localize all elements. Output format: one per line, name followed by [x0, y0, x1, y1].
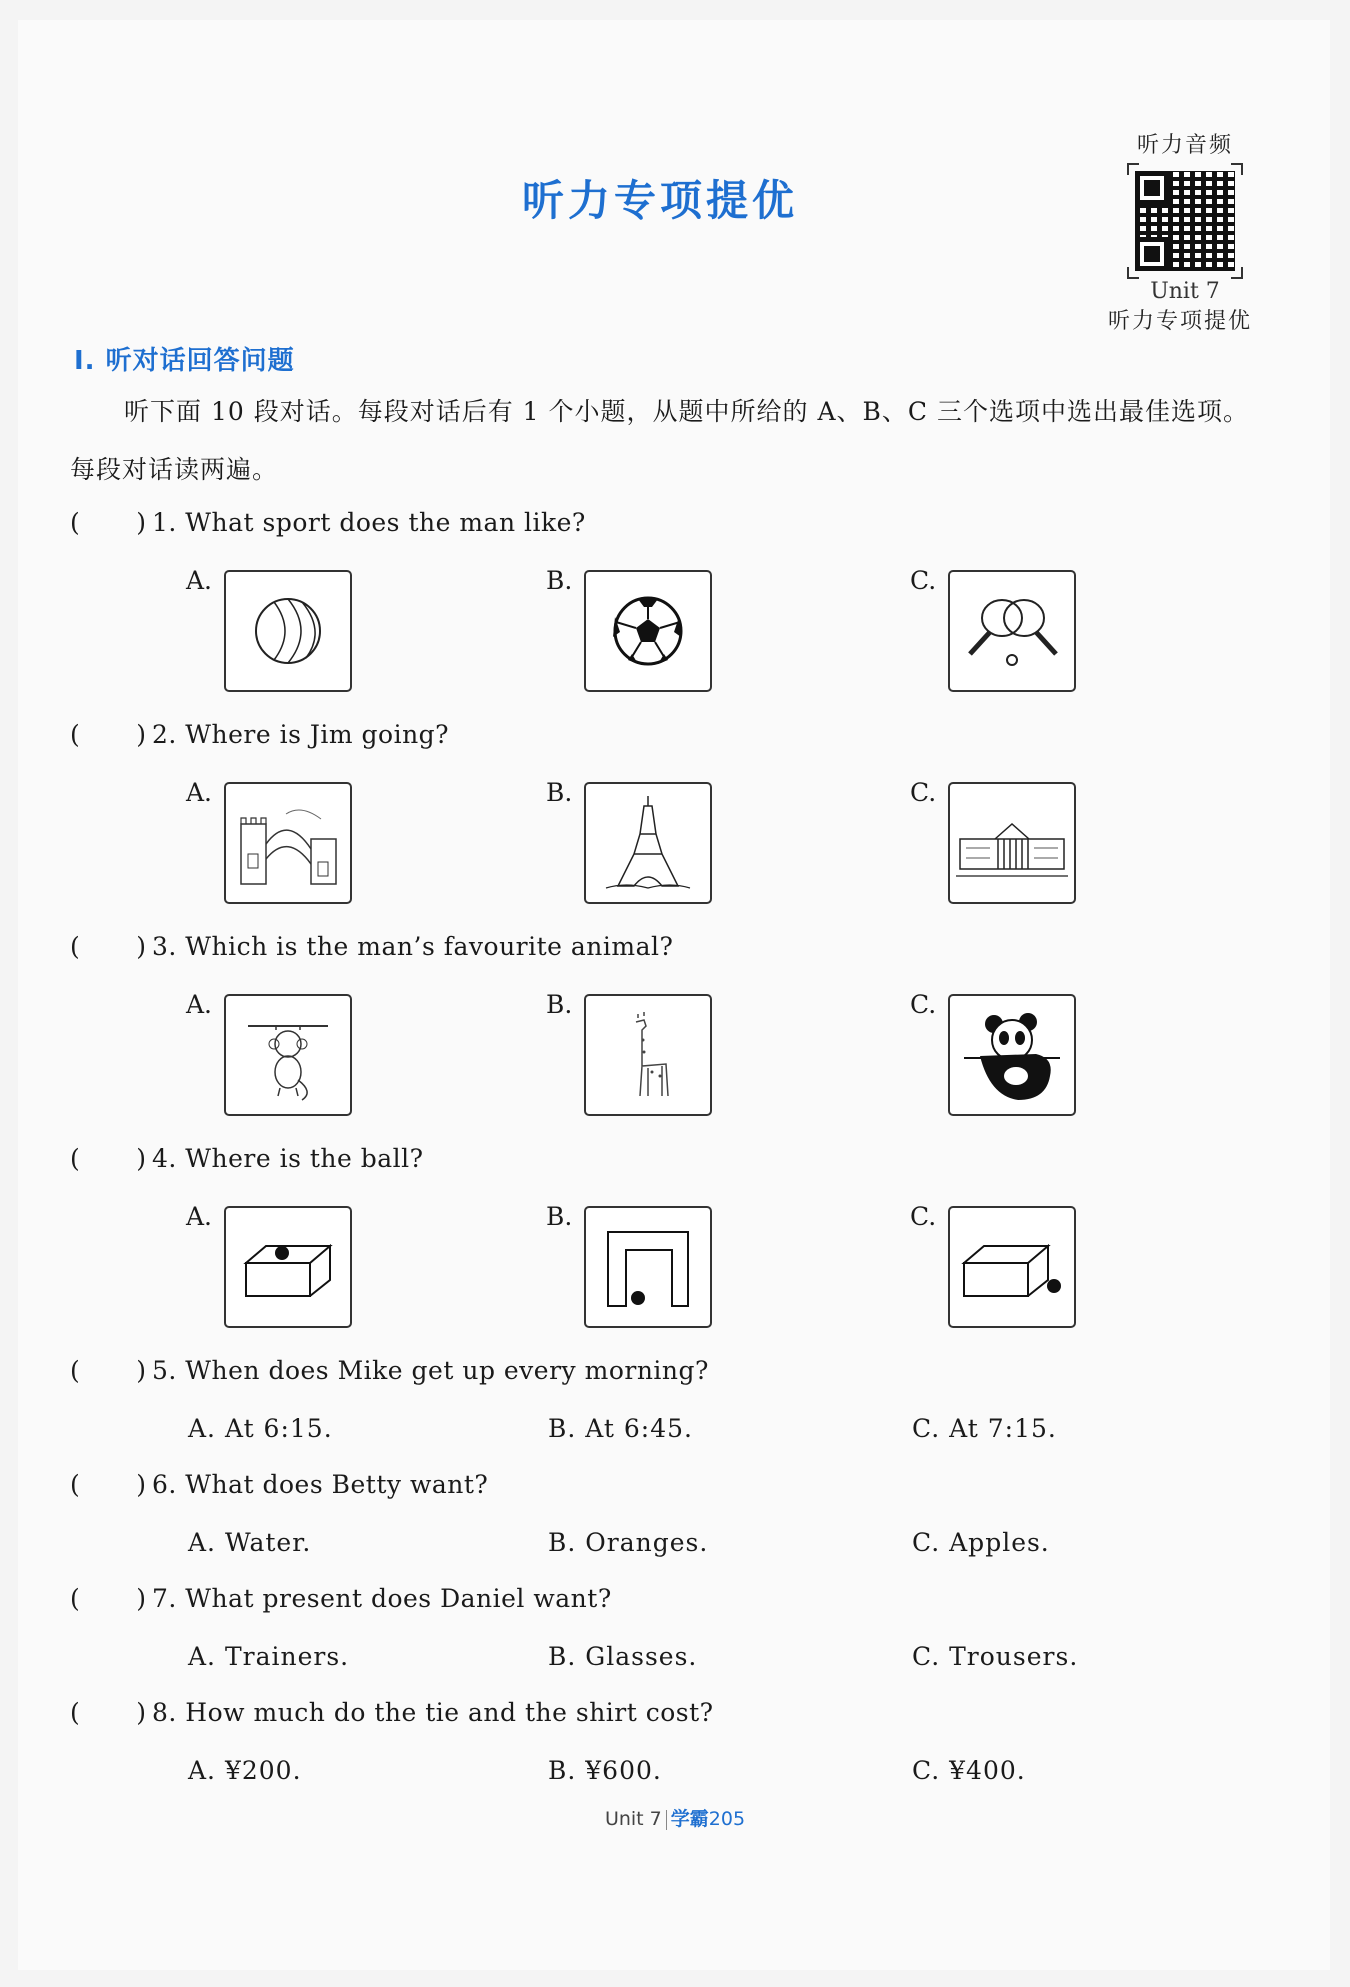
qr-code-icon[interactable]: [1127, 163, 1243, 279]
option-b-label: B.: [546, 566, 573, 595]
ball-beside-box-icon[interactable]: [948, 1206, 1076, 1328]
eiffel-tower-icon[interactable]: [584, 782, 712, 904]
question-8: ( ) 8. How much do the tie and the shirt cost?: [70, 1698, 714, 1727]
answer-blank[interactable]: ( ): [70, 932, 147, 961]
option-b-label: B.: [546, 1202, 573, 1231]
ping-pong-icon[interactable]: [948, 570, 1076, 692]
ball-on-box-icon[interactable]: [224, 1206, 352, 1328]
qr-pattern: [1135, 171, 1235, 271]
panda-icon[interactable]: [948, 994, 1076, 1116]
page-number: 205: [708, 1808, 746, 1830]
option-c[interactable]: C. At 7:15.: [912, 1414, 1057, 1443]
footer-unit: Unit 7: [604, 1808, 662, 1830]
qr-block: [1107, 128, 1260, 335]
answer-blank[interactable]: ( ): [70, 720, 147, 749]
great-wall-icon[interactable]: [224, 782, 352, 904]
option-c-label: C.: [910, 990, 937, 1019]
section-heading: Ⅰ. 听对话回答问题: [74, 346, 295, 376]
option-b[interactable]: B. At 6:45.: [548, 1414, 693, 1443]
answer-blank[interactable]: ( ): [70, 1584, 147, 1613]
option-a-label: A.: [186, 778, 213, 807]
option-c-label: C.: [910, 566, 937, 595]
option-c[interactable]: C. ¥400.: [912, 1756, 1026, 1785]
answer-blank[interactable]: ( ): [70, 1470, 147, 1499]
option-c-label: C.: [910, 778, 937, 807]
question-6: ( ) 6. What does Betty want?: [70, 1470, 489, 1499]
qr-unit: Unit 7: [1150, 279, 1220, 304]
answer-blank[interactable]: ( ): [70, 1698, 147, 1727]
option-a-label: A.: [186, 990, 213, 1019]
option-a-label: A.: [186, 566, 213, 595]
option-a[interactable]: A. Water.: [188, 1528, 312, 1557]
monkey-icon[interactable]: [224, 994, 352, 1116]
basketball-icon[interactable]: [224, 570, 352, 692]
page-footer: [0, 1804, 1350, 1831]
option-c-label: C.: [910, 1202, 937, 1231]
option-b[interactable]: B. Oranges.: [548, 1528, 709, 1557]
answer-blank[interactable]: ( ): [70, 1356, 147, 1385]
option-c[interactable]: C. Trousers.: [912, 1642, 1079, 1671]
option-a[interactable]: A. At 6:15.: [188, 1414, 333, 1443]
footer-divider: [666, 1810, 667, 1830]
option-a[interactable]: A. Trainers.: [188, 1642, 350, 1671]
option-b[interactable]: B. Glasses.: [548, 1642, 698, 1671]
footer-brand: 学霸: [670, 1808, 709, 1830]
question-7: ( ) 7. What present does Daniel want?: [70, 1584, 612, 1613]
answer-blank[interactable]: ( ): [70, 1144, 147, 1173]
option-b-label: B.: [546, 778, 573, 807]
question-2: ( ) 2. Where is Jim going?: [70, 720, 450, 749]
instruction-line-1: 听下面 10 段对话。每段对话后有 1 个小题，从题中所给的 A、B、C 三个选项中选出最佳选项。: [124, 397, 1249, 426]
question-5: ( ) 5. When does Mike get up every morning?: [70, 1356, 709, 1385]
answer-blank[interactable]: ( ): [70, 508, 147, 537]
qr-caption: 听力专项提优: [1107, 309, 1252, 334]
ball-under-arch-icon[interactable]: [584, 1206, 712, 1328]
option-b-label: B.: [546, 990, 573, 1019]
page-title: 听力专项提优: [521, 176, 798, 225]
option-a-label: A.: [186, 1202, 213, 1231]
instruction-line-2: 每段对话读两遍。: [70, 455, 279, 484]
question-3: ( ) 3. Which is the man’s favourite animal?: [70, 932, 674, 961]
football-icon[interactable]: [584, 570, 712, 692]
option-a[interactable]: A. ¥200.: [188, 1756, 302, 1785]
option-c[interactable]: C. Apples.: [912, 1528, 1050, 1557]
option-b[interactable]: B. ¥600.: [548, 1756, 662, 1785]
question-1: ( ) 1. What sport does the man like?: [70, 508, 586, 537]
giraffe-icon[interactable]: [584, 994, 712, 1116]
question-4: ( ) 4. Where is the ball?: [70, 1144, 424, 1173]
qr-label: 听力音频: [1136, 133, 1233, 158]
white-house-icon[interactable]: [948, 782, 1076, 904]
